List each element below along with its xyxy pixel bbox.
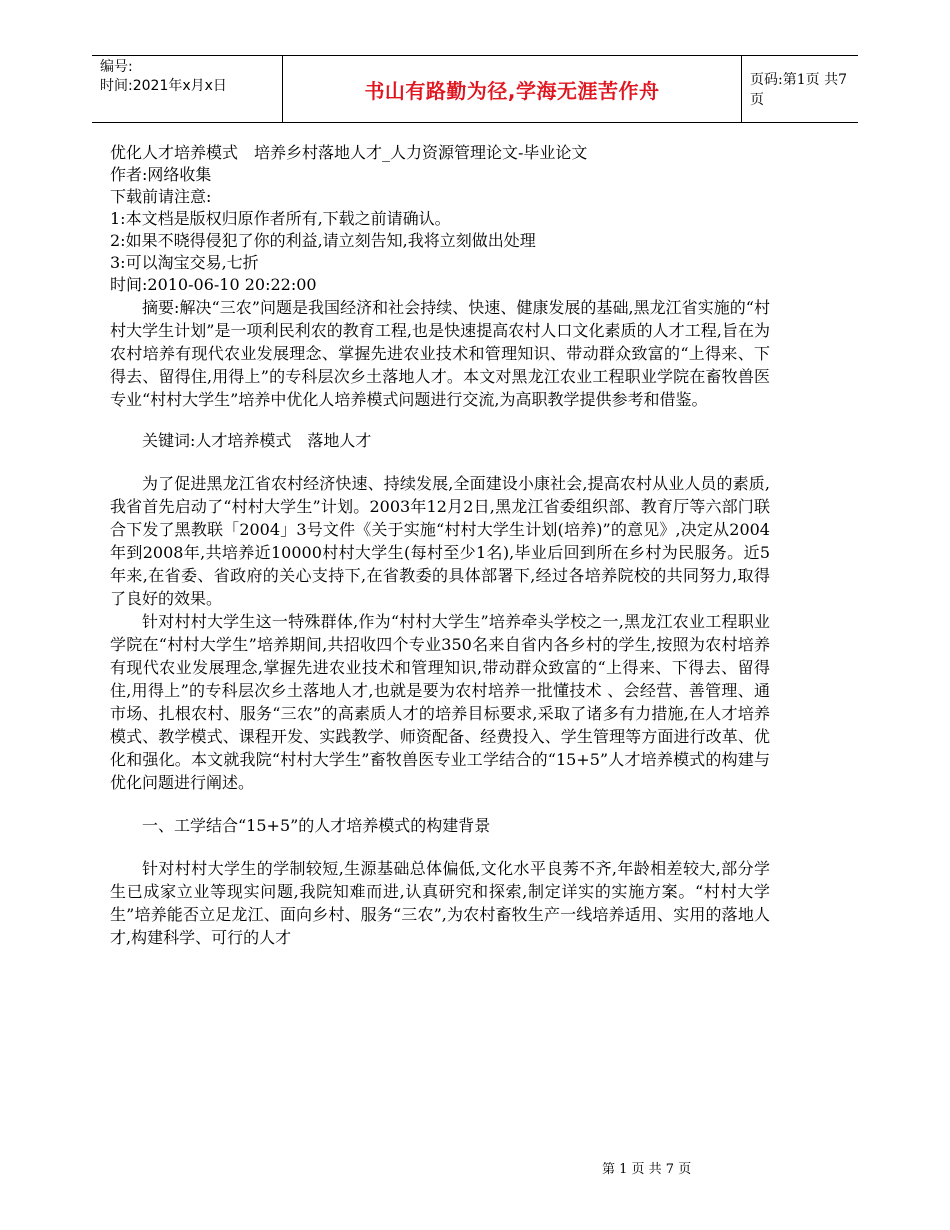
number-label: 编号: — [100, 59, 133, 75]
doc-timestamp: 时间:2010-06-10 20:22:00 — [110, 275, 317, 294]
body-paragraph-2: 针对村村大学生这一特殊群体,作为“村村大学生”培养牵头学校之一,黑龙江农业工程职业学院在“村村大学生”培养期间,共招收四个专业350名来自省内各乡村的学生,按照为农村培养有现代农业发展理念,掌握先进农业技术和管理知识,带动群众致富的“上得来、下得去、留得住,用得上”的专科层次乡土落地人才,也就是要为农村培养一批懂技术 、会经营、善管理、通市场、扎根农村、服务“三农”的高素质人才的培养目标要求,采取了诸多有力措施,在人才培养模式、教学模式、课程开发、实践教学、师资配备、经费投入、学生管理等方面进行改革、优化和强化。本文就我院“村村大学生”畜牧兽医专业工学结合的“15+5”人才培养模式的构建与优化问题进行阐述。 — [110, 612, 770, 792]
doc-title: 优化人才培养模式 培养乡村落地人才_人力资源管理论文-毕业论文 — [110, 143, 588, 162]
notice-heading: 下载前请注意: — [110, 187, 212, 206]
notice-item: 2:如果不晓得侵犯了你的利益,请立刻告知,我将立刻做出处理 — [110, 231, 536, 250]
notice-item: 3:可以淘宝交易,七折 — [110, 253, 259, 272]
body-paragraph-3: 针对村村大学生的学制较短,生源基础总体偏低,文化水平良莠不齐,年龄相差较大,部分学生已成家立业等现实问题,我院知难而进,认真研究和探索,制定详实的实施方案。“村村大学生”培养能否立足龙江、面向乡村、服务“三农”,为农村畜牧生产一线培养适用、实用的落地人才,构建科学、可行的人才 — [110, 859, 770, 947]
abstract-paragraph: 摘要:解决“三农”问题是我国经济和社会持续、快速、健康发展的基础,黑龙江省实施的“村村大学生计划”是一项利民利农的教育工程,也是快速提高农村人口文化素质的人才工程,旨在为农村培养有现代农业发展理念、掌握先进农业技术和管理知识、带动群众致富的“上得来、下得去、留得住,用得上”的专科层次乡土落地人才。本文对黑龙江农业工程职业学院在畜牧兽医专业“村村大学生”培养中优化人培养模式问题进行交流,为高职教学提供参考和借鉴。 — [110, 298, 770, 409]
motto-text: 书山有路勤为径,学海无涯苦作舟 — [364, 78, 660, 103]
header-page-cell — [742, 56, 858, 122]
header-left-cell — [92, 56, 282, 122]
doc-author: 作者:网络收集 — [110, 165, 212, 184]
notice-item: 1:本文档是版权归原作者所有,下载之前请确认。 — [110, 209, 451, 228]
body-paragraph-1: 为了促进黑龙江省农村经济快速、持续发展,全面建设小康社会,提高农村从业人员的素质,我省首先启动了“村村大学生”计划。2003年12月2日,黑龙江省委组织部、教育厅等六部门联合下发了黑教联「2004」3号文件《关于实施“村村大学生计划(培养)”的意见》,决定从2004年到2008年,共培养近10000村村大学生(每村至少1名),毕业后回到所在乡村为民服务。近5年来,在省委、省政府的关心支持下,在省教委的具体部署下,经过各培养院校的共同努力,取得了良好的效果。 — [110, 474, 770, 608]
keywords-line: 关键词:人才培养模式 落地人才 — [142, 431, 372, 450]
header-motto-cell — [282, 56, 742, 122]
page-header — [92, 55, 858, 123]
page-info: 页码:第1页 共7页 — [750, 72, 847, 108]
page-footer: 第 1 页 共 7 页 — [602, 1162, 692, 1177]
section-heading-1: 一、工学结合“15+5”的人才培养模式的构建背景 — [142, 816, 491, 835]
time-label: 时间:2021年x月x日 — [100, 78, 227, 94]
document-body — [110, 142, 770, 949]
